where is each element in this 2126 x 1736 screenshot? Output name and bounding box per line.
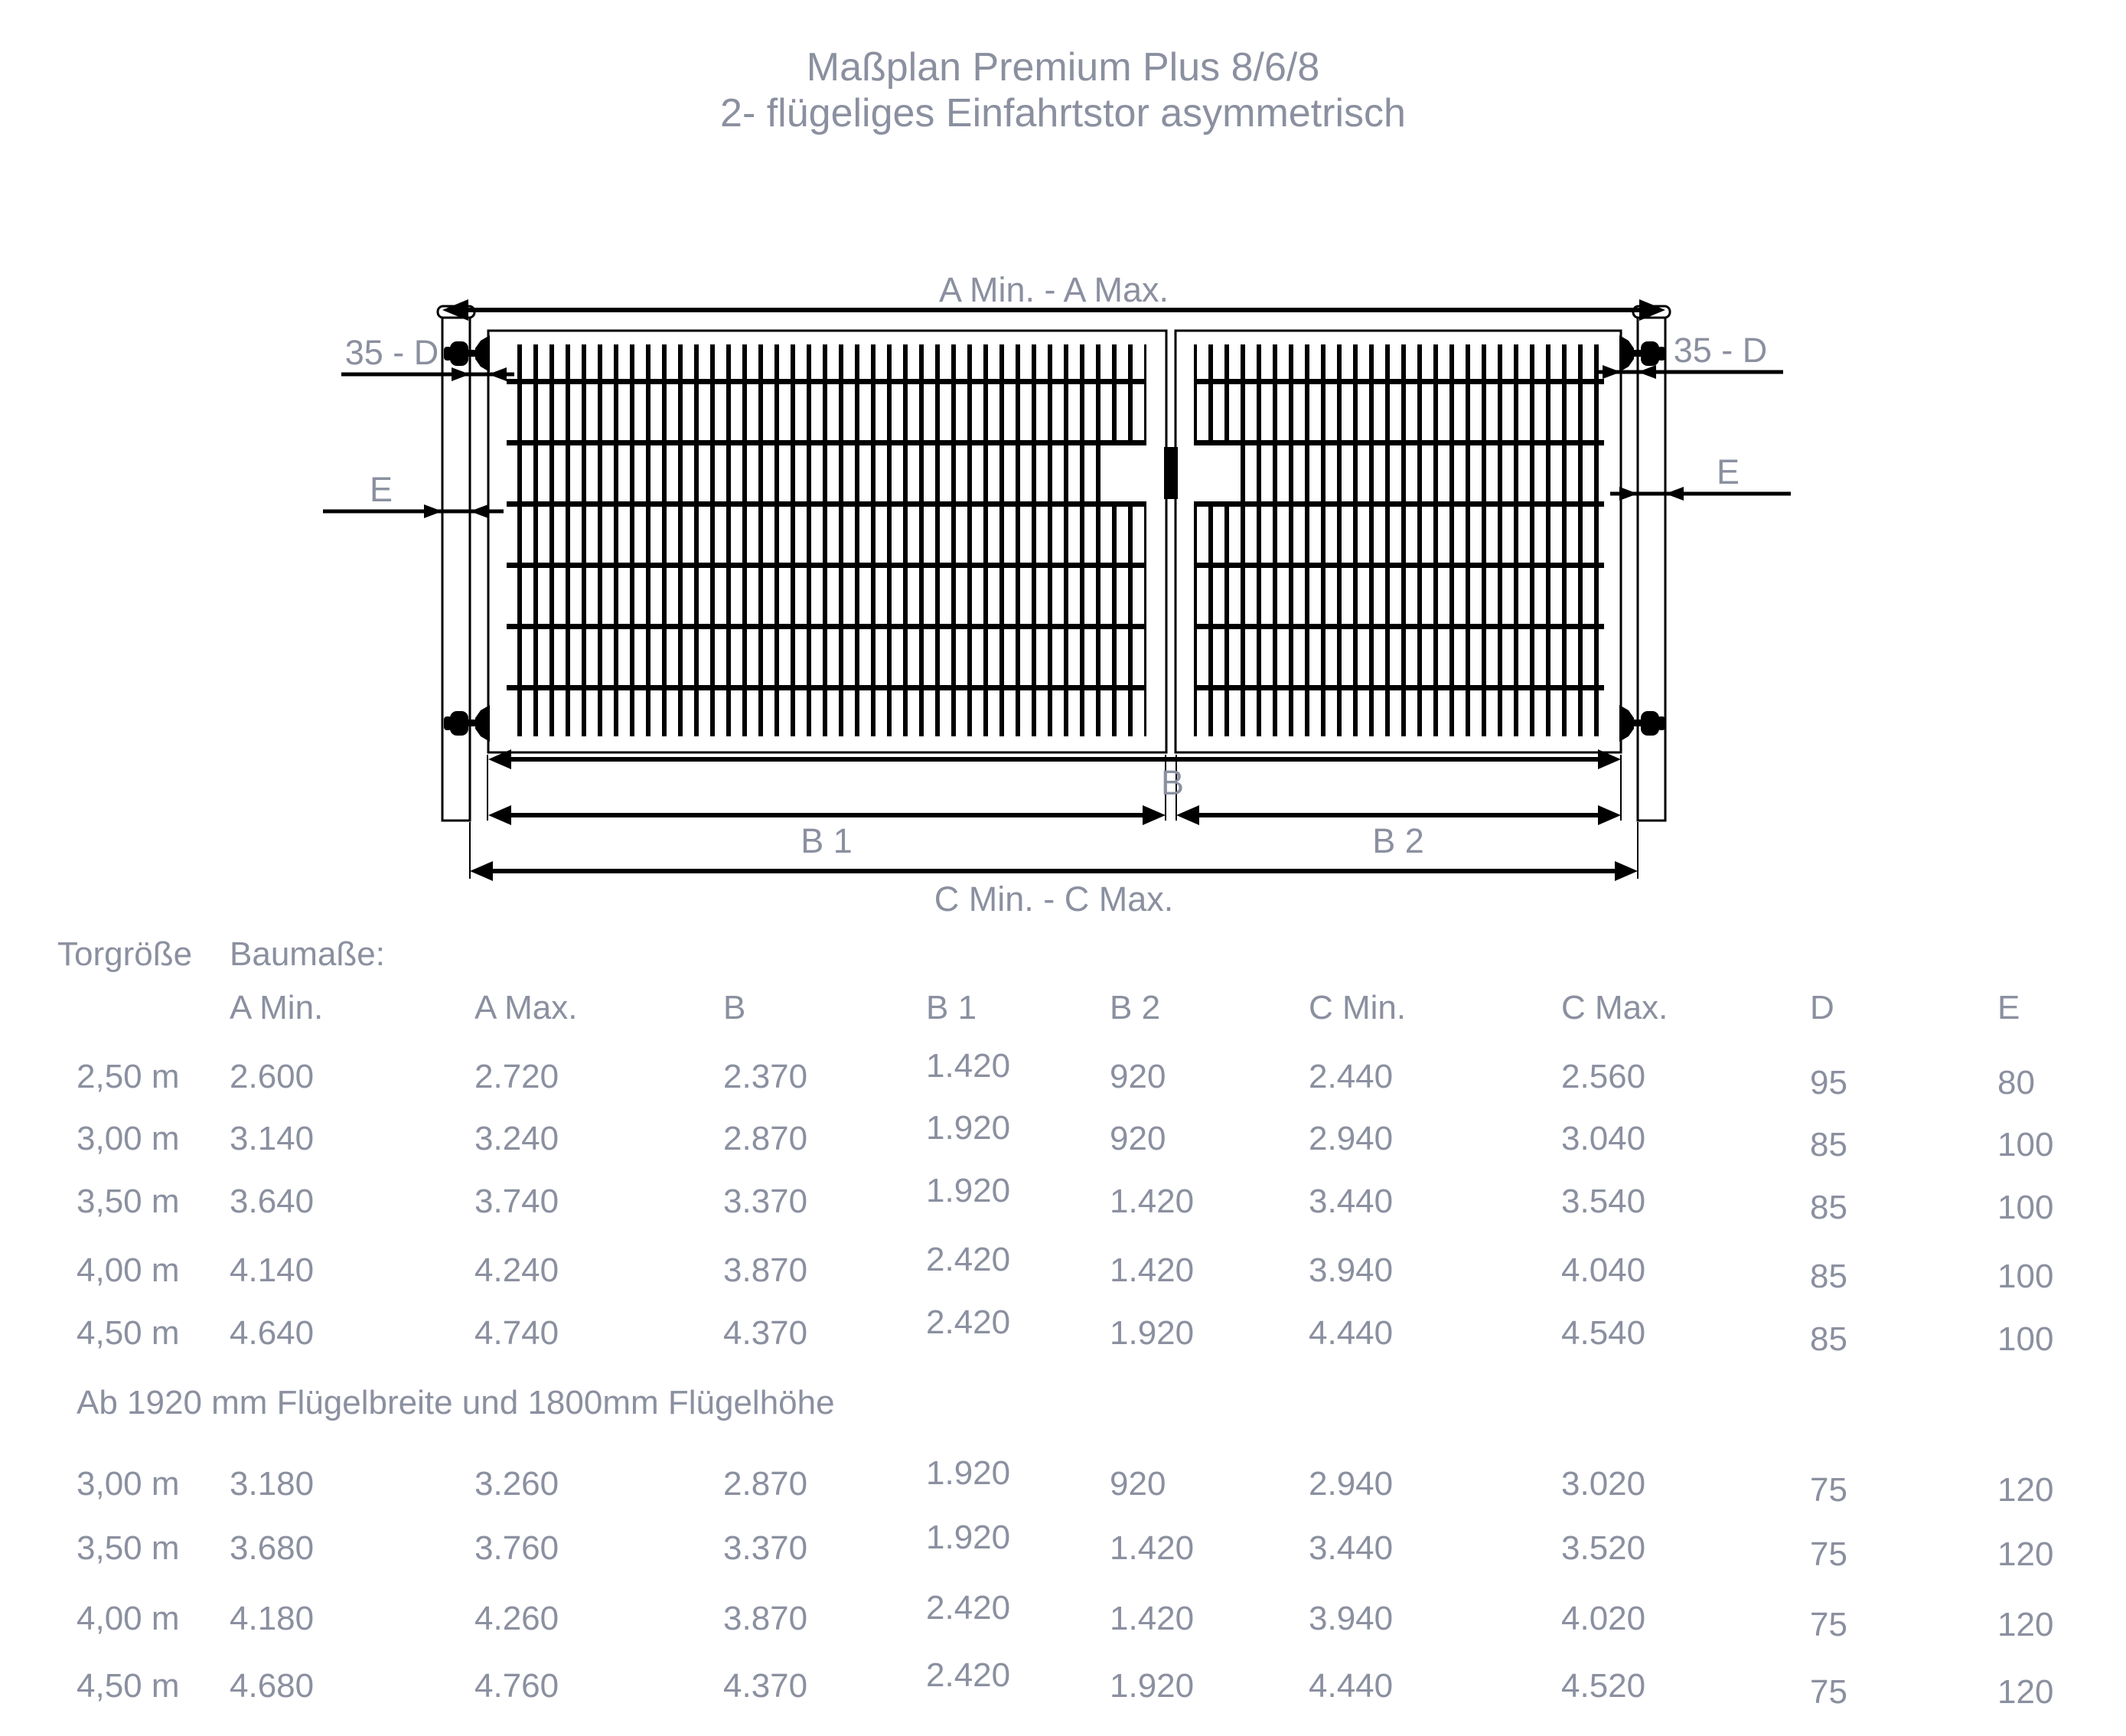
table-row: [0, 1241, 2126, 1295]
dimension-d-label: 35 - D: [1673, 331, 1768, 370]
dimension-value-cell: 2.440: [1309, 1058, 1394, 1095]
dimension-value-cell: 3.040: [1561, 1120, 1646, 1157]
dimension-value-cell: 3.940: [1309, 1600, 1394, 1637]
dimension-value-cell: 3.540: [1561, 1183, 1646, 1220]
dimension-value-cell: 1.920: [1110, 1314, 1195, 1352]
dimension-value-cell: 4.140: [230, 1251, 315, 1289]
column-header-b: B: [723, 989, 746, 1026]
dimension-value-cell: 75: [1810, 1535, 1847, 1573]
dimension-value-cell: 3.870: [723, 1600, 808, 1637]
gate-size-cell: 3,00 m: [77, 1465, 180, 1503]
dimension-c-label: C Min. - C Max.: [934, 879, 1174, 919]
column-header-e: E: [1997, 989, 2020, 1026]
table-row: [0, 1109, 2126, 1163]
dimension-value-cell: 100: [1997, 1126, 2054, 1163]
dimension-value-cell: 1.920: [926, 1519, 1011, 1556]
dimension-value-cell: 3.260: [474, 1465, 559, 1503]
dimension-b2: [1176, 805, 1621, 860]
table-row: [0, 1656, 2126, 1711]
dimension-value-cell: 2.420: [926, 1589, 1011, 1627]
column-header-a-min: A Min.: [230, 989, 324, 1026]
table-group-header-baumasse: Baumaße:: [230, 935, 385, 973]
dimension-value-cell: 85: [1810, 1258, 1847, 1295]
dimension-value-cell: 2.940: [1309, 1120, 1394, 1157]
dimension-value-cell: 75: [1810, 1471, 1847, 1509]
column-header-c-min: C Min.: [1309, 989, 1407, 1026]
dimension-value-cell: 3.680: [230, 1529, 315, 1567]
dimension-value-cell: 3.520: [1561, 1529, 1646, 1567]
dimension-value-cell: 2.370: [723, 1058, 808, 1095]
dimension-value-cell: 2.420: [926, 1656, 1011, 1694]
dimension-value-cell: 4.260: [474, 1600, 559, 1637]
lock-cutout: [1105, 445, 1146, 501]
dimension-b-label: B: [1160, 763, 1185, 802]
dimension-value-cell: 3.370: [723, 1529, 808, 1567]
column-header-b1: B 1: [926, 989, 977, 1026]
left-wing-mesh: [507, 344, 1146, 736]
dimension-value-cell: 3.020: [1561, 1465, 1646, 1503]
dimension-value-cell: 1.420: [926, 1047, 1011, 1085]
gate-size-cell: 4,50 m: [77, 1314, 180, 1352]
dimension-value-cell: 4.040: [1561, 1251, 1646, 1289]
dimension-b1: [488, 805, 1166, 860]
right-wing-mesh: [1194, 344, 1604, 736]
right-post: [1633, 306, 1670, 821]
dimension-value-cell: 85: [1810, 1126, 1847, 1163]
gate-size-cell: 3,00 m: [77, 1120, 180, 1157]
dimension-value-cell: 85: [1810, 1320, 1847, 1358]
dimension-value-cell: 100: [1997, 1189, 2054, 1226]
gate-size-cell: 4,00 m: [77, 1600, 180, 1637]
page-subtitle: 2- flügeliges Einfahrtstor asymmetrisch: [720, 91, 1406, 135]
dimension-value-cell: 1.920: [926, 1454, 1011, 1492]
dimension-value-cell: 4.640: [230, 1314, 315, 1352]
dimension-value-cell: 2.940: [1309, 1465, 1394, 1503]
dimension-value-cell: 3.240: [474, 1120, 559, 1157]
page-title: Maßplan Premium Plus 8/6/8: [806, 45, 1320, 90]
dimension-e-label: E: [1716, 452, 1740, 491]
gate-size-cell: 4,50 m: [77, 1667, 180, 1705]
dimension-value-cell: 85: [1810, 1189, 1847, 1226]
dimension-e-left: [323, 470, 504, 518]
dimension-value-cell: 1.420: [1110, 1529, 1195, 1567]
dimension-value-cell: 3.640: [230, 1183, 315, 1220]
dimension-value-cell: 2.420: [926, 1304, 1011, 1341]
dimension-b2-label: B 2: [1372, 821, 1424, 860]
dimension-c: [470, 861, 1638, 919]
dimension-value-cell: 4.760: [474, 1667, 559, 1705]
dimension-value-cell: 4.740: [474, 1314, 559, 1352]
dimension-value-cell: 1.420: [1110, 1600, 1195, 1637]
dimension-value-cell: 120: [1997, 1471, 2054, 1509]
dimension-value-cell: 3.370: [723, 1183, 808, 1220]
column-header-a-max: A Max.: [474, 989, 578, 1026]
dimension-value-cell: 1.920: [926, 1109, 1011, 1147]
left-gate-wing: [488, 331, 1166, 752]
dimension-d-label: 35 - D: [344, 333, 439, 372]
table-row: [0, 1304, 2126, 1358]
dimension-value-cell: 3.180: [230, 1465, 315, 1503]
dimension-value-cell: 95: [1810, 1064, 1847, 1101]
dimension-value-cell: 2.600: [230, 1058, 315, 1095]
dimension-b1-label: B 1: [801, 821, 853, 860]
dimension-value-cell: 80: [1997, 1064, 2035, 1101]
dimension-value-cell: 2.420: [926, 1241, 1011, 1278]
gate-size-cell: 4,00 m: [77, 1251, 180, 1289]
dimension-b: [488, 749, 1621, 802]
dimension-value-cell: 2.720: [474, 1058, 559, 1095]
lock-cutout: [1194, 445, 1235, 501]
gate-size-cell: 2,50 m: [77, 1058, 180, 1095]
column-header-c-max: C Max.: [1561, 989, 1668, 1026]
dimension-value-cell: 4.520: [1561, 1667, 1646, 1705]
table-row: [0, 1519, 2126, 1573]
dimension-a: [442, 270, 1665, 321]
dimension-value-cell: 75: [1810, 1673, 1847, 1711]
dimension-value-cell: 100: [1997, 1320, 2054, 1358]
dimension-value-cell: 920: [1110, 1465, 1166, 1503]
dimension-value-cell: 1.920: [926, 1172, 1011, 1209]
gate-size-cell: 3,50 m: [77, 1183, 180, 1220]
table-group-header-torgroesse: Torgröße: [57, 935, 193, 973]
column-header-b2: B 2: [1110, 989, 1161, 1026]
dimension-value-cell: 2.870: [723, 1120, 808, 1157]
section-note: Ab 1920 mm Flügelbreite und 1800mm Flügelhöhe: [77, 1384, 835, 1421]
table-row: [0, 1047, 2126, 1101]
column-header-d: D: [1810, 989, 1834, 1026]
dimension-e-label: E: [369, 470, 393, 509]
right-gate-wing: [1175, 331, 1621, 752]
dimension-value-cell: 1.420: [1110, 1251, 1195, 1289]
dimension-value-cell: 120: [1997, 1673, 2054, 1711]
table-row: [0, 1172, 2126, 1226]
latch-bar: [1164, 447, 1178, 499]
dimension-value-cell: 4.370: [723, 1314, 808, 1352]
dimension-a-label: A Min. - A Max.: [938, 270, 1169, 309]
dimension-value-cell: 100: [1997, 1258, 2054, 1295]
dimension-value-cell: 1.920: [1110, 1667, 1195, 1705]
dimension-value-cell: 4.370: [723, 1667, 808, 1705]
dimension-value-cell: 75: [1810, 1606, 1847, 1643]
dimension-value-cell: 4.180: [230, 1600, 315, 1637]
dimension-value-cell: 3.740: [474, 1183, 559, 1220]
dimension-value-cell: 120: [1997, 1535, 2054, 1573]
dimension-value-cell: 920: [1110, 1058, 1166, 1095]
dimension-value-cell: 2.870: [723, 1465, 808, 1503]
dimension-value-cell: 3.140: [230, 1120, 315, 1157]
table-row: [0, 1589, 2126, 1643]
gate-size-cell: 3,50 m: [77, 1529, 180, 1567]
dimension-value-cell: 4.680: [230, 1667, 315, 1705]
dimension-value-cell: 2.560: [1561, 1058, 1646, 1095]
table-row: [0, 1454, 2126, 1509]
dimension-value-cell: 3.760: [474, 1529, 559, 1567]
dimension-value-cell: 3.440: [1309, 1529, 1394, 1567]
dimension-value-cell: 4.440: [1309, 1667, 1394, 1705]
left-post: [438, 306, 474, 821]
dimension-value-cell: 4.020: [1561, 1600, 1646, 1637]
dimension-value-cell: 4.240: [474, 1251, 559, 1289]
dimension-value-cell: 3.440: [1309, 1183, 1394, 1220]
dimension-value-cell: 120: [1997, 1606, 2054, 1643]
dimension-value-cell: 1.420: [1110, 1183, 1195, 1220]
dimension-value-cell: 920: [1110, 1120, 1166, 1157]
dimension-value-cell: 3.940: [1309, 1251, 1394, 1289]
dimension-value-cell: 4.440: [1309, 1314, 1394, 1352]
dimension-value-cell: 4.540: [1561, 1314, 1646, 1352]
dimension-value-cell: 3.870: [723, 1251, 808, 1289]
